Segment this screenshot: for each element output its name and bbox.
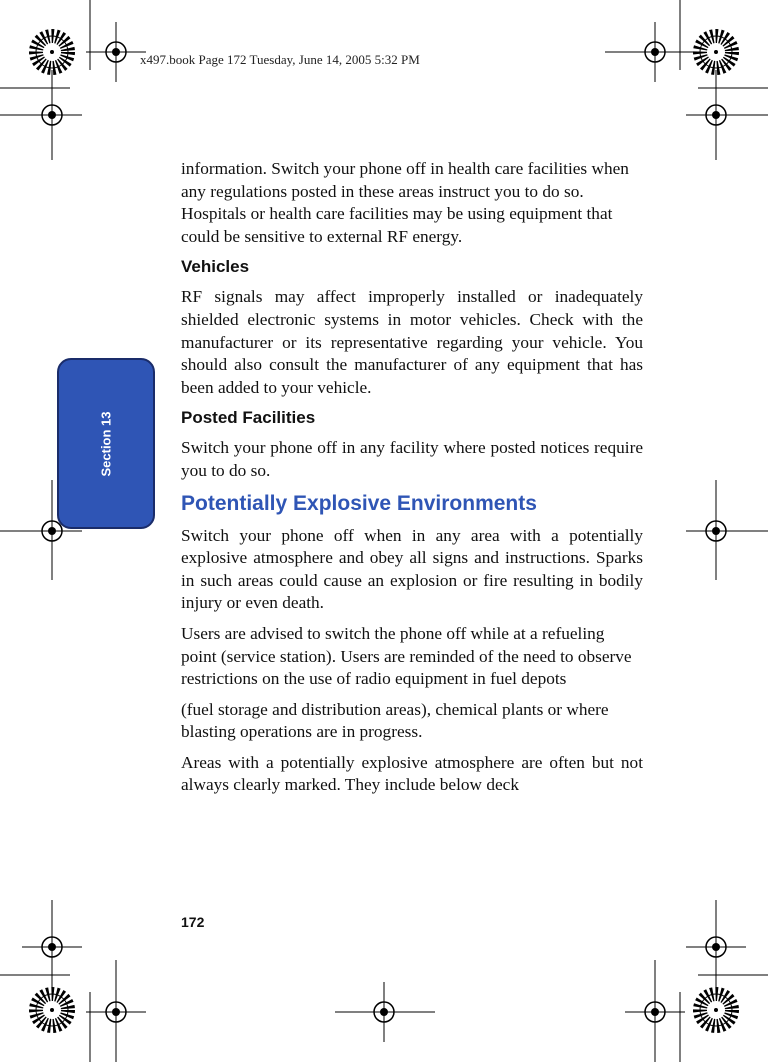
section-tab bbox=[57, 358, 155, 529]
paragraph-explosive-2: Users are advised to switch the phone off while at a refueling point (service station). Users are reminded of the need to observe restrictions on the use of radio equipment in fuel depots bbox=[181, 623, 632, 689]
page-body bbox=[181, 158, 643, 805]
paragraph-posted-facilities: Switch your phone off in any facility where posted notices require you to do so. bbox=[181, 438, 643, 480]
page-number: 172 bbox=[181, 914, 205, 930]
paragraph-vehicles: RF signals may affect improperly installed or inadequately shielded electronic systems in motor vehicles. Check with the manufacturer or its representative regarding your vehicle. You should also consult the manufacturer of any equipment that has been added to your vehicle. bbox=[181, 287, 643, 397]
crosshair-mark bbox=[86, 22, 146, 82]
paragraph-health-care: information. Switch your phone off in health care facilities when any regulations posted in these areas instruct you to do so. Hospitals or health care facilities may be using equipment that could be sensitive to external RF energy. bbox=[181, 159, 629, 246]
heading-posted-facilities: Posted Facilities bbox=[181, 408, 316, 428]
paragraph-explosive-3: (fuel storage and distribution areas), chemical plants or where blasting operations are in progress. bbox=[181, 699, 609, 742]
paragraph-explosive-1: Switch your phone off when in any area with a potentially explosive atmosphere and obey all signs and instructions. Sparks in such areas could cause an explosion or fire resulting in bodily injury or even death. bbox=[181, 525, 643, 613]
section-tab-label: Section 13 bbox=[98, 410, 114, 477]
heading-explosive-environments: Potentially Explosive Environments bbox=[181, 491, 537, 515]
starburst-mark-bottom-right bbox=[700, 994, 732, 1026]
starburst-mark-top-left bbox=[36, 36, 68, 68]
starburst-mark-bottom-left bbox=[36, 994, 68, 1026]
starburst-mark-top-right bbox=[700, 36, 732, 68]
heading-vehicles: Vehicles bbox=[181, 257, 250, 277]
paragraph-explosive-4: Areas with a potentially explosive atmosphere are often but not always clearly marked. They include below deck bbox=[181, 752, 643, 795]
print-slug-line: x497.book Page 172 Tuesday, June 14, 2005 5:32 PM bbox=[140, 52, 420, 67]
